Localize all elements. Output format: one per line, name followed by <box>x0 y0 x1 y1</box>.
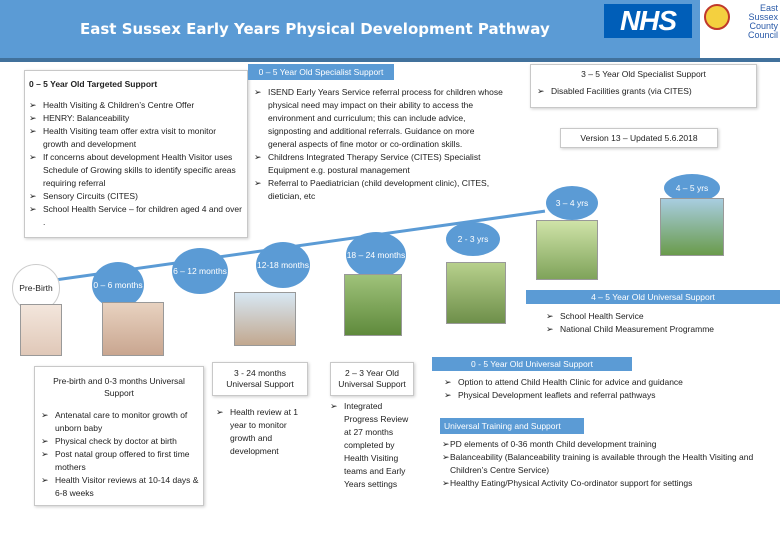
list-item: ➢ If concerns about development Health Visitor uses Schedule of Growing skills to identify specific areas requiring referral <box>29 151 243 190</box>
age-circle-0-6: 0 – 6 months <box>92 262 144 308</box>
universal-05-title: 0 - 5 Year Old Universal Support <box>432 357 632 371</box>
training-title: Universal Training and Support <box>440 418 584 434</box>
age-circle-3-4: 3 – 4 yrs <box>546 186 598 220</box>
prebirth-support-box <box>34 366 204 506</box>
photo-child-balance-bike <box>446 262 506 324</box>
specialist-35-box <box>530 64 757 108</box>
training-box <box>442 438 766 498</box>
list-item: ➢ National Child Measurement Programme <box>546 323 776 336</box>
universal-45-title: 4 – 5 Year Old Universal Support <box>526 290 780 304</box>
age-circle-6-12: 6 – 12 months <box>172 248 228 294</box>
list-item: ➢ Post natal group offered to first time mothers <box>41 448 199 474</box>
universal-2-3-list <box>330 400 416 491</box>
list-item: ➢ Sensory Circuits (CITES) <box>29 190 243 203</box>
list-item: ➢ Referral to Paediatrician (child development clinic), CITES, dietician, etc <box>254 177 504 203</box>
universal-05-box <box>444 376 764 406</box>
age-circle-18-24: 18 – 24 months <box>346 232 406 278</box>
targeted-support-title: 0 – 5 Year Old Targeted Support <box>29 79 158 89</box>
council-logo-text: East Sussex County Council <box>747 3 778 40</box>
specialist-support-title: 0 – 5 Year Old Specialist Support <box>248 64 394 80</box>
photo-child-playing <box>536 220 598 280</box>
universal-2-3-box <box>330 400 416 500</box>
photo-pregnant-mother <box>20 304 62 356</box>
photo-infant-toy <box>234 292 296 346</box>
age-circle-12-18: 12-18 months <box>256 242 310 288</box>
list-item: ➢ HENRY: Balanceability <box>29 112 243 125</box>
age-circle-4-5: 4 – 5 yrs <box>664 174 720 202</box>
targeted-support-box <box>24 70 248 238</box>
list-item: ➢ Balanceability (Balanceability training is available through the Health Visiting and Children’s Centre Service) <box>442 451 766 477</box>
page-title: East Sussex Early Years Physical Development Pathway <box>80 20 550 38</box>
list-item: ➢ Health Visiting team offer extra visit to monitor growth and development <box>29 125 243 151</box>
list-item: ➢ Health Visiting & Children’s Centre Offer <box>29 99 243 112</box>
list-item: ➢ Disabled Facilities grants (via CITES) <box>537 85 750 98</box>
list-item: ➢ Childrens Integrated Therapy Service (CITES) Specialist Equipment e.g. postural management <box>254 151 504 177</box>
nhs-logo: NHS <box>604 4 692 38</box>
photo-toddler-walking <box>344 274 402 336</box>
universal-05-list <box>444 376 764 402</box>
training-list <box>442 438 766 490</box>
list-item: ➢ PD elements of 0-36 month Child development training <box>442 438 766 451</box>
universal-3-24-title-box <box>212 362 308 396</box>
photo-baby <box>102 302 164 356</box>
universal-2-3-title: 2 – 3 Year Old Universal Support <box>338 368 406 389</box>
age-circle-2-3: 2 - 3 yrs <box>446 222 500 256</box>
targeted-support-list <box>25 99 247 229</box>
list-item: ➢ ISEND Early Years Service referral process for children whose physical need may impact on their ability to access the environment and curriculum; this can include advice, signposting and additional referrals. Guidance on more general aspects of fine motor or co-ordination skills. <box>254 86 504 151</box>
specialist-support-list <box>254 86 504 203</box>
list-item: ➢ Health Visitor reviews at 10-14 days & 6-8 weeks <box>41 474 199 500</box>
list-item: ➢ School Health Service <box>546 310 776 323</box>
list-item: ➢ Physical check by doctor at birth <box>41 435 199 448</box>
header-divider <box>0 58 780 62</box>
universal-45-list <box>546 310 776 336</box>
council-logo <box>700 0 780 58</box>
list-item: ➢ Health review at 1 year to monitor growth and development <box>216 406 308 458</box>
list-item: ➢ Physical Development leaflets and referral pathways <box>444 389 764 402</box>
universal-3-24-list <box>216 406 308 458</box>
universal-3-24-box <box>216 406 308 476</box>
list-item: ➢ Integrated Progress Review at 27 months completed by Health Visiting teams and Early Years settings <box>330 400 416 491</box>
age-circle-pre-birth: Pre-Birth <box>12 264 60 312</box>
specialist-35-title: 3 – 5 Year Old Specialist Support <box>531 65 756 83</box>
specialist-support-box <box>254 86 504 226</box>
list-item: ➢ Antenatal care to monitor growth of unborn baby <box>41 409 199 435</box>
universal-2-3-title-box <box>330 362 414 396</box>
prebirth-support-list <box>35 409 203 500</box>
prebirth-support-title: Pre-birth and 0-3 months Universal Support <box>53 376 185 398</box>
universal-45-box <box>546 310 776 340</box>
specialist-35-list <box>531 83 756 100</box>
photo-child-golf <box>660 198 724 256</box>
list-item: ➢ School Health Service – for children aged 4 and over . <box>29 203 243 229</box>
council-crest-icon <box>704 4 730 30</box>
version-box: Version 13 – Updated 5.6.2018 <box>560 128 718 148</box>
list-item: ➢ Healthy Eating/Physical Activity Co-ordinator support for settings <box>442 477 766 490</box>
list-item: ➢ Option to attend Child Health Clinic for advice and guidance <box>444 376 764 389</box>
universal-3-24-title: 3 - 24 months Universal Support <box>226 368 294 389</box>
